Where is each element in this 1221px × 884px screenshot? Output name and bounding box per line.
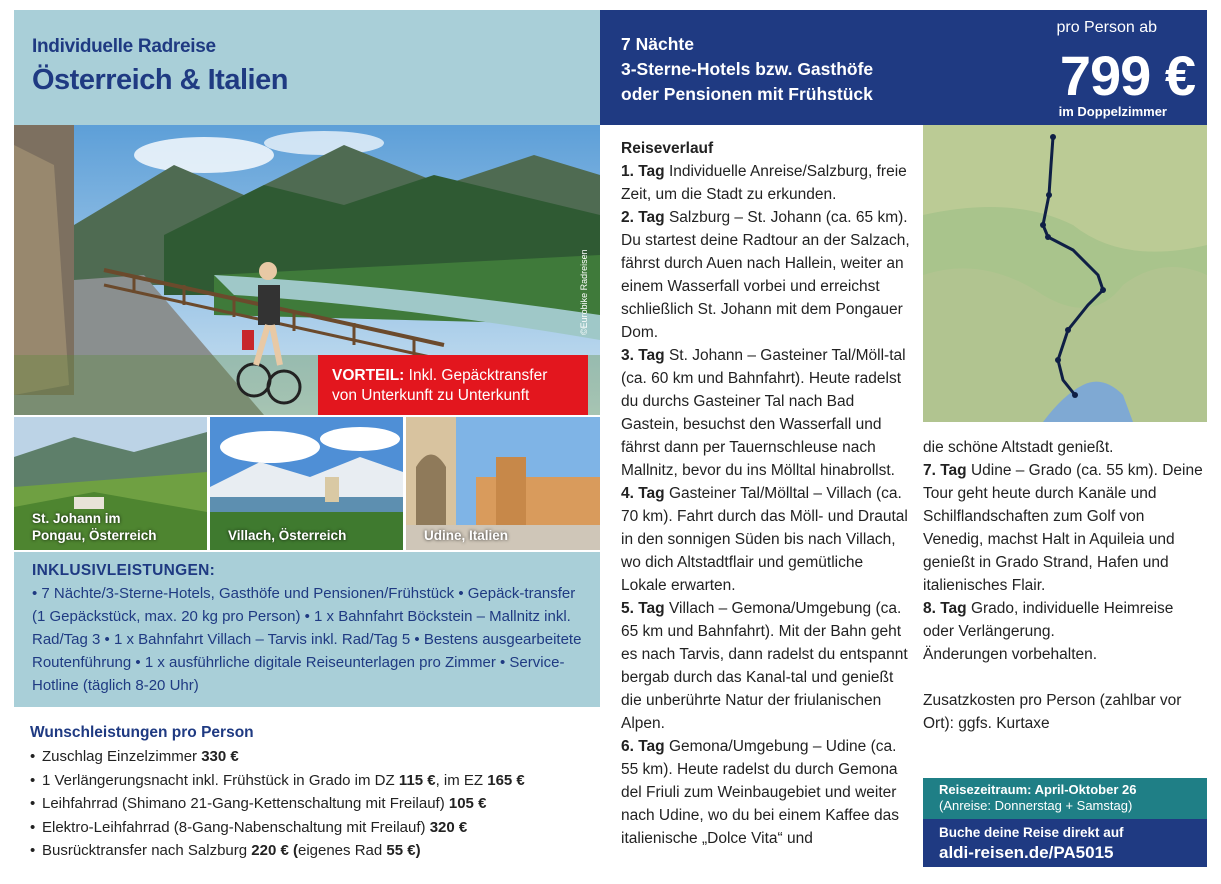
offer-summary [621,32,873,107]
item-price: 220 € ( [251,842,298,859]
thumb-label-line-1: St. Johann im [32,511,121,526]
day-text: Villach – Gemona/Umgebung (ca. 65 km und Bahnfahrt). Mit der Bahn geht es nach Tarvis, dann radelst du entspannt bergab durch das Kanal-tal und genießt die unberührte Natur der friulanischen Alpen. [621,600,908,732]
advantage-banner [318,355,588,415]
item-text-3: ) [415,842,421,859]
day-text: Salzburg – St. Johann (ca. 65 km). Du startest deine Radtour an der Salzach, fährst durch Auen nach Hallein, weiter an einem Wasserfall vorbei und erreichst schließlich St. Johann mit dem Pongauer Dom. [621,209,910,341]
thumb-st-johann [14,417,207,550]
photo-credit: ©Eurobike Radreisen [579,249,589,335]
itinerary-day [621,344,911,482]
day-6-continuation: die schöne Altstadt genießt. [923,439,1114,456]
item-price: 330 € [201,748,239,765]
item-text-2: eigenes Rad [297,842,387,859]
list-item [30,839,590,863]
item-text: Busrücktransfer nach Salzburg [42,842,252,859]
advantage-text-1: Inkl. Gepäcktransfer [408,367,548,384]
itinerary-day [923,597,1207,643]
day-label: 7. Tag [923,462,967,479]
day-label: 8. Tag [923,600,967,617]
itinerary-day [621,597,911,735]
day-text: Individuelle Anreise/Salzburg, freie Zeit, um die Stadt zu erkunden. [621,163,907,203]
itinerary-day [621,206,911,344]
price: 799 € [1059,44,1195,107]
item-text: 1 Verlängerungsnacht inkl. Frühstück in Grado im DZ [42,771,399,789]
booking-box [923,819,1207,867]
booking-link[interactable]: aldi-reisen.de/PA5015 [939,843,1114,862]
item-text: Zuschlag Einzelzimmer [42,748,202,765]
route-map [923,125,1207,422]
day-text: Grado, individuelle Heimreise oder Verlängerung. [923,600,1174,640]
day-label: 2. Tag [621,209,665,226]
list-item [30,816,590,840]
day-text: Udine – Grado (ca. 55 km). Deine Tour geht heute durch Kanäle und Schilflandschaften zum Golf von Venedig, machst Halt in Aquileia und genießt in Grado Strand, Hafen und italienisches Flair. [923,462,1203,594]
day-label: 3. Tag [621,347,665,364]
list-item [30,792,590,816]
item-price-2: 165 € [487,771,525,789]
nights: 7 Nächte [621,34,694,54]
item-price: 105 € [448,795,487,812]
title-box [14,10,600,125]
item-price-2: 55 € [386,842,416,859]
optional-title: Wunschleistungen pro Person [30,724,254,741]
itinerary-day [923,459,1207,597]
list-item [30,769,590,793]
optional-list [30,745,590,863]
itinerary-day [621,735,911,850]
thumb-udine [406,417,600,550]
itinerary-column-2 [923,436,1207,735]
thumb-label-line-2: Pongau, Österreich [32,528,157,543]
thumb-label-villach: Villach, Österreich [228,528,347,543]
booking-text: Buche deine Reise direkt auf [939,825,1124,840]
item-text: Elektro-Leihfahrrad (8-Gang-Nabenschaltung mit Freilauf) [42,818,430,836]
thumb-label-udine: Udine, Italien [424,528,509,543]
day-text: Gasteiner Tal/Mölltal – Villach (ca. 70 km). Fahrt durch das Möll- und Drautal in den sonnigen Süden bis nach Villach, wo dich Altstadtflair und gemütliche Lokale erwarten. [621,485,908,594]
travel-period: Reisezeitraum: April-Oktober 26 [939,782,1137,797]
item-price: 115 € [398,771,436,789]
day-label: 1. Tag [621,163,665,180]
tour-subtitle: Individuelle Radreise [32,36,216,57]
item-text: Leihfahrrad (Shimano 21-Gang-Kettenschaltung mit Freilauf) [42,795,449,812]
optional-services [30,724,590,863]
thumb-villach [210,417,403,550]
offer-header [600,10,1207,125]
item-text-2: , im EZ [435,771,488,789]
price-label: pro Person ab [1056,19,1157,36]
hotels-line-2: oder Pensionen mit Frühstück [621,84,873,104]
day-text: St. Johann – Gasteiner Tal/Möll-tal (ca. 60 km und Bahnfahrt). Heute radelst du durchs Gasteiner Tal nach Bad Gastein, besuchst den Wasserfall und fährst dann per Tauernschleuse nach Mallnitz, bevor du ins Mölltal hinabrollst. [621,347,906,479]
extra-costs: Zusatzkosten pro Person (zahlbar vor Ort): ggfs. Kurtaxe [923,692,1182,732]
advantage-label: VORTEIL: [332,367,405,384]
day-label: 4. Tag [621,485,665,502]
arrival-days: (Anreise: Donnerstag + Samstag) [939,798,1133,813]
day-label: 6. Tag [621,738,665,755]
item-price: 320 € [429,818,468,836]
itinerary-day [621,482,911,597]
price-note: im Doppelzimmer [1058,104,1167,119]
changes-note: Änderungen vorbehalten. [923,646,1098,663]
travel-period-box [923,778,1207,819]
itinerary-day [621,160,911,206]
itinerary-column-1 [621,137,911,850]
included-text: • 7 Nächte/3-Sterne-Hotels, Gasthöfe und Pensionen/Frühstück • Gepäck-transfer (1 Gepäckstück, max. 20 kg pro Person) • 1 x Bahnfahrt Böckstein – Mallnitz inkl. Rad/Tag 3 • 1 x Bahnfahrt Villach – Tarvis inkl. Rad/Tag 5 • Bestens ausgearbeitete Routenführung • 1 x ausführliche digitale Reiseunterlagen pro Zimmer • Service-Hotline (täglich 8-20 Uhr) [32,585,582,694]
list-item [30,745,590,769]
hotels-line-1: 3-Sterne-Hotels bzw. Gasthöfe [621,59,874,79]
thumb-label-st-johann [32,510,157,544]
included-title: INKLUSIVLEISTUNGEN: [32,562,216,579]
day-text: Gemona/Umgebung – Udine (ca. 55 km). Heute radelst du durch Gemona del Friuli zum Weinbaugebiet und weiter nach Udine, wo du bei einem Kaffee das italienische „Dolce Vita“ und [621,738,900,847]
advantage-text-2: von Unterkunft zu Unterkunft [332,387,530,404]
itinerary-title: Reiseverlauf [621,140,714,157]
included-services [14,552,600,707]
tour-title: Österreich & Italien [32,64,288,96]
day-label: 5. Tag [621,600,665,617]
